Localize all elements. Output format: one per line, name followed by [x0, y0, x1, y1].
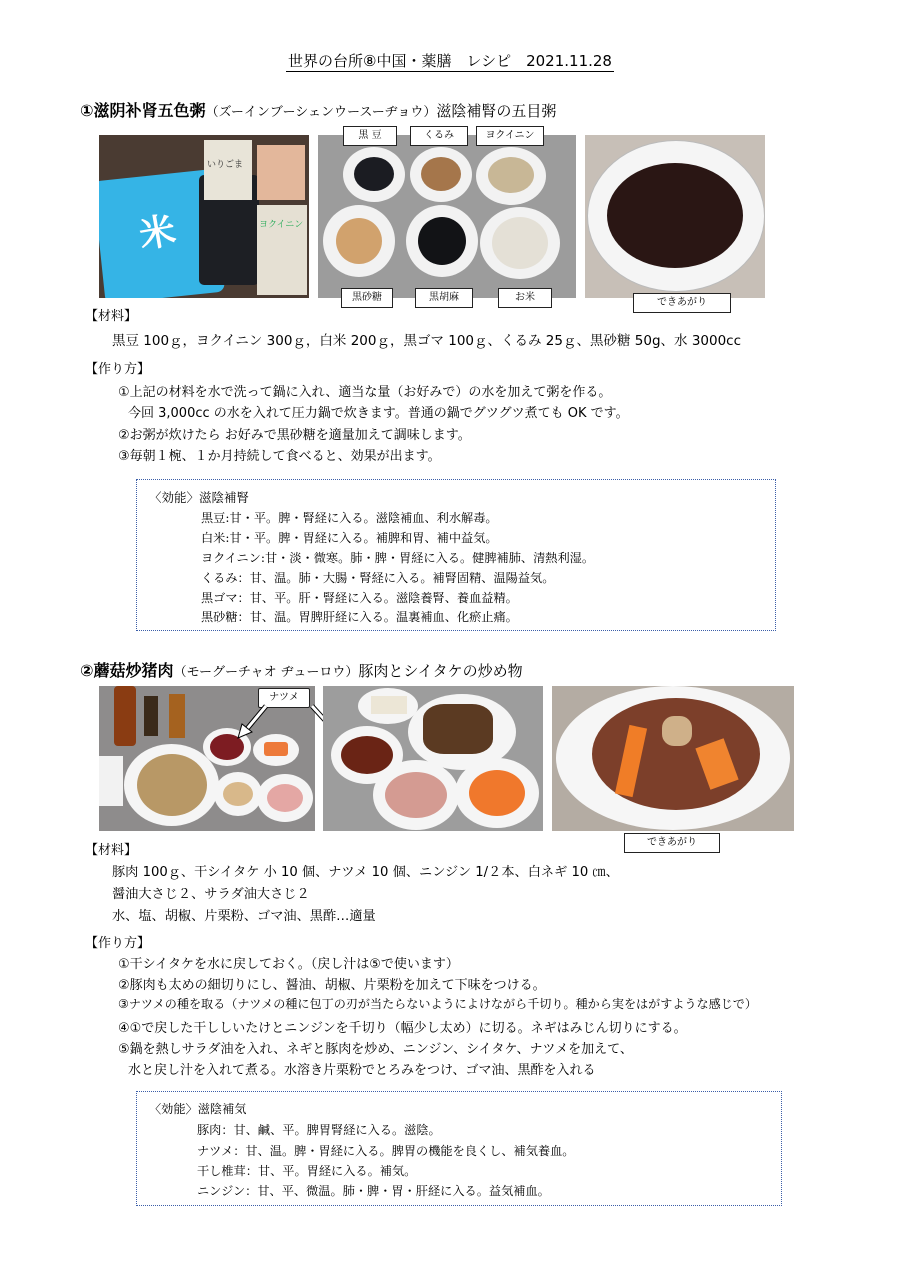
starch-bag — [99, 756, 123, 806]
recipe1-ingredients: 黒豆 100ｇ，ヨクイニン 300ｇ，白米 200ｇ，黒ゴマ 100ｇ、くるみ 25ｇ、黒砂糖 50g、水 3000cc — [112, 333, 742, 349]
recipe2-method-label: 【作り方】 — [85, 936, 151, 951]
label-black-sesame: 黒胡麻 — [415, 288, 473, 308]
black-sesame-bowl — [418, 217, 466, 265]
recipe2-photo-done — [552, 686, 794, 831]
sesame-bag-image — [204, 140, 252, 200]
recipe1-photo-done — [585, 135, 765, 298]
recipe2-effect-3: 干し椎茸：甘、平。胃経に入る。補気。 — [197, 1164, 417, 1178]
recipe1-japanese-name: 滋陰補腎の五目粥 — [436, 102, 557, 120]
recipe1-effect-5: 黒ゴマ：甘、平。肝・腎経に入る。滋陰養腎、養血益精。 — [201, 591, 518, 605]
adlay-bag-label: ヨクイニン — [259, 220, 304, 230]
rice-bowl — [492, 217, 548, 269]
label-adlay: ヨクイニン — [476, 126, 544, 146]
bottle-image — [144, 696, 158, 736]
recipe1-number: ① — [80, 101, 94, 120]
label-walnut: くるみ — [410, 126, 468, 146]
recipe1-effect-2: 白米:甘・平。脾・胃経に入る。補脾和胃、補中益気。 — [201, 531, 498, 545]
recipe1-effect-3: ヨクイニン:甘・淡・微寒。肺・脾・胃経に入る。健脾補肺、清熱利湿。 — [201, 551, 595, 565]
porridge-image — [607, 163, 743, 268]
recipe2-effect-title: 〈効能〉滋陰補気 — [149, 1102, 247, 1116]
recipe1-effect-box — [136, 479, 776, 631]
label-jujube: ナツメ — [258, 688, 310, 708]
recipe1-chinese-name: 滋阴补肾五色粥 — [93, 101, 206, 120]
bottle-image-2 — [169, 694, 185, 738]
walnut-bowl — [421, 157, 461, 191]
shiitake-plate — [137, 754, 207, 816]
recipe1-reading: （ズーインブーシェンウースーヂョウ） — [205, 105, 437, 120]
recipe1-photo-packages — [99, 135, 309, 298]
adlay-bowl — [488, 157, 534, 193]
page-header — [0, 50, 900, 71]
seasoning-bowl — [223, 782, 253, 806]
recipe2-ingredients-2: 醤油大さじ２、サラダ油大さじ２ — [112, 887, 310, 902]
recipe2-title — [80, 658, 523, 681]
label-rice: お米 — [498, 288, 552, 308]
label-black-beans: 黒 豆 — [343, 126, 397, 146]
recipe2-ingredients-label: 【材料】 — [85, 843, 138, 858]
recipe2-step-1: ①干シイタケを水に戻しておく。（戻し汁は⑤で使います） — [118, 957, 459, 972]
brown-sugar-bowl — [336, 218, 382, 264]
recipe2-effect-box — [136, 1091, 782, 1206]
recipe2-step-5b: 水と戻し汁を入れて煮る。水溶き片栗粉でとろみをつけ、ゴマ油、黒酢を入れる — [128, 1063, 596, 1078]
recipe1-effect-4: くるみ：甘、温。肺・大腸・腎経に入る。補腎固精、温陽益気。 — [201, 571, 555, 585]
black-beans-bowl — [354, 157, 394, 191]
label-recipe2-done: できあがり — [624, 833, 720, 853]
recipe1-step-2: ②お粥が炊けたら お好みで黒砂糖を適量加えて調味します。 — [118, 428, 471, 443]
recipe2-effect-2: ナツメ：甘、温。脾・胃経に入る。脾胃の機能を良くし、補気養血。 — [197, 1144, 575, 1158]
recipe2-effect-4: ニンジン：甘、平、微温。肺・脾・胃・肝経に入る。益気補血。 — [197, 1184, 550, 1198]
walnut-bag-image — [257, 145, 305, 200]
recipe2-step-3: ③ナツメの種を取る（ナツメの種に包丁の刃が当たらないようによけながら千切り。種から実をはがすような感じで） — [118, 997, 757, 1011]
recipe1-ingredients-label: 【材料】 — [85, 309, 138, 324]
recipe2-step-2: ②豚肉も太めの細切りにし、醤油、胡椒、片栗粉を加えて下味をつける。 — [118, 978, 546, 993]
recipe1-photo-ingredients — [318, 135, 576, 298]
label-recipe1-done: できあがり — [633, 293, 731, 313]
recipe2-japanese-name: 豚肉とシイタケの炒め物 — [358, 662, 523, 680]
carrot-image — [264, 742, 288, 756]
sesame-bag-label: いりごま — [207, 160, 244, 170]
label-brown-sugar: 黒砂糖 — [341, 288, 393, 308]
recipe2-effect-1: 豚肉：甘、鹹、平。脾胃腎経に入る。滋陰。 — [197, 1123, 441, 1137]
recipe2-ingredients-1: 豚肉 100ｇ、干シイタケ 小 10 個、ナツメ 10 個、ニンジン 1/２本、白ネギ 10 ㎝、 — [112, 865, 619, 880]
shiitake-sliced — [423, 704, 493, 754]
recipe2-number: ② — [80, 661, 94, 680]
soy-sauce-bottle — [114, 686, 136, 746]
rice-bag-label: 米 — [136, 210, 179, 257]
recipe1-effect-1: 黒豆:甘・平。脾・腎経に入る。滋陰補血、利水解毒。 — [201, 511, 498, 525]
recipe1-method-label: 【作り方】 — [85, 362, 151, 377]
recipe2-reading: （モーグーチャオ ヂューロウ） — [173, 665, 359, 680]
recipe1-step-3: ③毎朝１椀、１か月持続して食べると、効果が出ます。 — [118, 449, 441, 464]
recipe1-title — [80, 98, 556, 121]
recipe2-chinese-name: 蘑菇炒猪肉 — [93, 661, 174, 680]
recipe1-step-1b: 今回 3,000cc の水を入れて圧力鍋で炊きます。普通の鍋でグツグツ煮ても OK です。 — [128, 406, 629, 421]
pork-sliced — [385, 772, 447, 818]
page-title: 世界の台所⑧中国・薬膳 レシピ 2021.11.28 — [288, 52, 612, 70]
leek-image — [371, 696, 407, 714]
recipe2-ingredients-3: 水、塩、胡椒、片栗粉、ゴマ油、黒酢…適量 — [112, 909, 376, 924]
carrot-sliced — [469, 770, 525, 816]
recipe1-step-1: ①上記の材料を水で洗って鍋に入れ、適当な量（お好みで）の水を加えて粥を作る。 — [118, 385, 612, 400]
recipe2-photo-prepared — [323, 686, 543, 831]
recipe2-step-4: ④①で戻した干ししいたけとニンジンを千切り（幅少し太め）に切る。ネギはみじん切りにする。 — [118, 1021, 687, 1036]
pork-plate — [267, 784, 303, 812]
jujube-sliced — [341, 736, 393, 774]
recipe1-effect-6: 黒砂糖：甘、温。胃脾肝経に入る。温裏補血、化瘀止痛。 — [201, 610, 518, 624]
recipe2-step-5: ⑤鍋を熱しサラダ油を入れ、ネギと豚肉を炒め、ニンジン、シイタケ、ナツメを加えて、 — [118, 1042, 633, 1057]
recipe1-effect-title: 〈効能〉滋陰補腎 — [149, 490, 250, 505]
